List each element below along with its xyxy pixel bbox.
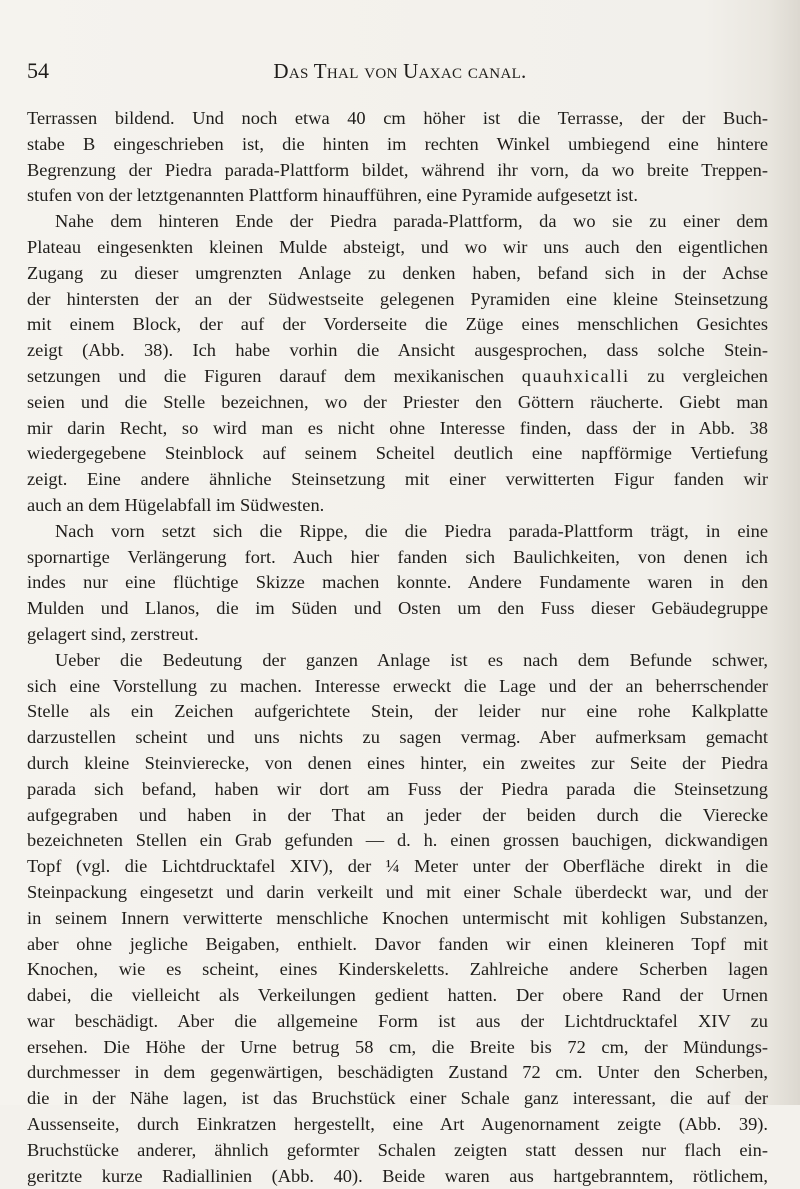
text-segment: Nach vorn setzt sich die Rippe, die die Piedra parada-Plattform trägt, in eine: [55, 520, 768, 541]
text-line: [27, 1009, 768, 1035]
text-line: [27, 1138, 768, 1164]
text-segment: durch kleine Steinvierecke, von denen eines hinter, ein zweites zur Seite der Piedra: [27, 752, 768, 773]
text-segment: Bruchstücke anderer, ähnlich geformter Schalen zeigten statt dessen nur flach ein-: [27, 1139, 768, 1160]
text-line: [27, 261, 768, 287]
text-segment: Ueber die Bedeutung der ganzen Anlage ist es nach dem Befunde schwer,: [55, 649, 768, 670]
text-line: [27, 1086, 768, 1112]
text-segment: aufgegraben und haben in der That an jeder der beiden durch die Vierecke: [27, 804, 768, 825]
text-segment: Mulden und Llanos, die im Süden und Osten um den Fuss dieser Gebäudegruppe: [27, 598, 768, 619]
text-line: [27, 493, 768, 519]
text-line: [27, 312, 768, 338]
running-head: [0, 56, 800, 86]
text-segment: die in der Nähe lagen, ist das Bruchstück einer Schale ganz interessant, die auf der: [27, 1088, 768, 1109]
text-line: [27, 1164, 768, 1189]
text-line: [27, 932, 768, 958]
text-line: [27, 1060, 768, 1086]
text-segment: stufen von der letztgenannten Plattform hinaufführen, eine Pyramide aufgesetzt ist.: [27, 185, 638, 206]
text-line: [27, 441, 768, 467]
text-segment: der hintersten der an der Südwestseite gelegenen Pyramiden eine kleine Steinsetzung: [27, 288, 768, 309]
text-segment: mir darin Recht, so wird man es nicht ohne Interesse finden, dass der in Abb. 38: [27, 417, 768, 438]
text-segment: Terrassen bildend. Und noch etwa 40 cm höher ist die Terrasse, der der Buch-: [27, 108, 768, 128]
text-line: [27, 158, 768, 184]
text-line: [27, 854, 768, 880]
text-line: [27, 209, 768, 235]
body-text: [27, 106, 768, 1189]
text-segment: Begrenzung der Piedra parada-Plattform bildet, während ihr vorn, da wo breite Treppen-: [27, 159, 768, 180]
text-line: [27, 1035, 768, 1061]
text-segment: darzustellen scheint und uns nichts zu sagen vermag. Aber aufmerksam gemacht: [27, 727, 768, 748]
text-line: [27, 416, 768, 442]
text-line: [27, 106, 768, 132]
text-segment: stabe B eingeschrieben ist, die hinten im rechten Winkel umbiegend eine hintere: [27, 133, 768, 154]
text-segment: Nahe dem hinteren Ende der Piedra parada-Plattform, da wo sie zu einer dem: [55, 211, 768, 232]
text-segment: Steinpackung eingesetzt und darin verkeilt und mit einer Schale überdeckt war, und der: [27, 881, 768, 902]
text-segment: Zugang zu dieser umgrenzten Anlage zu denken haben, befand sich in der Achse: [27, 262, 768, 283]
text-segment: indes nur eine flüchtige Skizze machen konnte. Andere Fundamente waren in den: [27, 572, 768, 593]
text-line: [27, 467, 768, 493]
text-line: [27, 338, 768, 364]
text-line: [27, 183, 768, 209]
text-line: [27, 725, 768, 751]
text-segment: war beschädigt. Aber die allgemeine Form ist aus der Lichtdrucktafel XIV zu: [27, 1010, 768, 1031]
running-title: Das Thal von Uaxac canal.: [273, 59, 527, 83]
text-line: [27, 880, 768, 906]
text-line: [27, 596, 768, 622]
text-line: [27, 519, 768, 545]
text-segment: dabei, die vielleicht als Verkeilungen gedient hatten. Der obere Rand der Urnen: [27, 985, 768, 1006]
text-segment: gelagert sind, zerstreut.: [27, 623, 199, 644]
text-line: [27, 699, 768, 725]
text-line: [27, 287, 768, 313]
text-segment: aber ohne jegliche Beigaben, enthielt. Davor fanden wir einen kleineren Topf mit: [27, 933, 768, 954]
text-segment: zeigt. Eine andere ähnliche Steinsetzung mit einer verwitterten Figur fanden wir: [27, 469, 768, 490]
text-segment: ersehen. Die Höhe der Urne betrug 58 cm, die Breite bis 72 cm, der Mündungs-: [27, 1036, 768, 1057]
text-segment: Plateau eingesenkten kleinen Mulde absteigt, und wo wir uns auch den eigentlichen: [27, 236, 768, 257]
text-line: [27, 648, 768, 674]
text-segment: Topf (vgl. die Lichtdrucktafel XIV), der ¼ Meter unter der Oberfläche direkt in die: [27, 856, 768, 877]
text-segment: zeigt (Abb. 38). Ich habe vorhin die Ansicht ausgesprochen, dass solche Stein-: [27, 340, 768, 361]
text-line: [27, 674, 768, 700]
text-segment: spornartige Verlängerung fort. Auch hier fanden sich Baulichkeiten, von denen ich: [27, 546, 768, 567]
text-segment: parada sich befand, haben wir dort am Fuss der Piedra parada die Steinsetzung: [27, 778, 768, 799]
page-number: 54: [27, 58, 49, 83]
spaced-term: quauhxicalli: [521, 365, 630, 386]
text-line: [27, 983, 768, 1009]
text-segment: bezeichneten Stellen ein Grab gefunden — d. h. einen grossen bauchigen, dickwandigen: [27, 830, 768, 851]
text-line: [27, 570, 768, 596]
text-line: [27, 828, 768, 854]
text-line: [27, 545, 768, 571]
text-segment: Aussenseite, durch Einkratzen hergestellt, eine Art Augenornament zeigte (Abb. 39).: [27, 1114, 768, 1135]
text-segment: Knochen, wie es scheint, eines Kinderskeletts. Zahlreiche andere Scherben lagen: [27, 959, 768, 980]
text-line: [27, 777, 768, 803]
text-segment: zu vergleichen: [629, 365, 768, 386]
text-line: [27, 1112, 768, 1138]
text-line: [27, 751, 768, 777]
text-segment: auch an dem Hügelabfall im Südwesten.: [27, 494, 325, 515]
text-segment: geritzte kurze Radiallinien (Abb. 40). Beide waren aus hartgebranntem, rötlichem,: [27, 1165, 768, 1186]
text-line: [27, 390, 768, 416]
text-segment: in seinem Innern verwitterte menschliche Knochen untermischt mit kohligen Substanzen,: [27, 907, 768, 928]
text-segment: sich eine Vorstellung zu machen. Interesse erweckt die Lage und der an beherrschender: [27, 675, 768, 696]
text-line: [27, 132, 768, 158]
text-line: [27, 803, 768, 829]
text-line: [27, 235, 768, 261]
text-line: [27, 364, 768, 390]
text-segment: durchmesser in dem gegenwärtigen, beschädigten Zustand 72 cm. Unter den Scherben,: [27, 1062, 768, 1083]
text-line: [27, 622, 768, 648]
text-line: [27, 957, 768, 983]
text-line: [27, 906, 768, 932]
text-segment: setzungen und die Figuren darauf dem mexikanischen: [27, 365, 522, 386]
text-segment: wiedergegebene Steinblock auf seinem Scheitel deutlich eine napfförmige Vertiefung: [27, 443, 768, 464]
text-segment: mit einem Block, der auf der Vorderseite die Züge eines menschlichen Gesichtes: [27, 314, 768, 335]
text-segment: Stelle als ein Zeichen aufgerichtete Stein, der leider nur eine rohe Kalkplatte: [27, 701, 768, 722]
text-segment: seien und die Stelle bezeichnen, wo der Priester den Göttern räucherte. Giebt man: [27, 391, 768, 412]
